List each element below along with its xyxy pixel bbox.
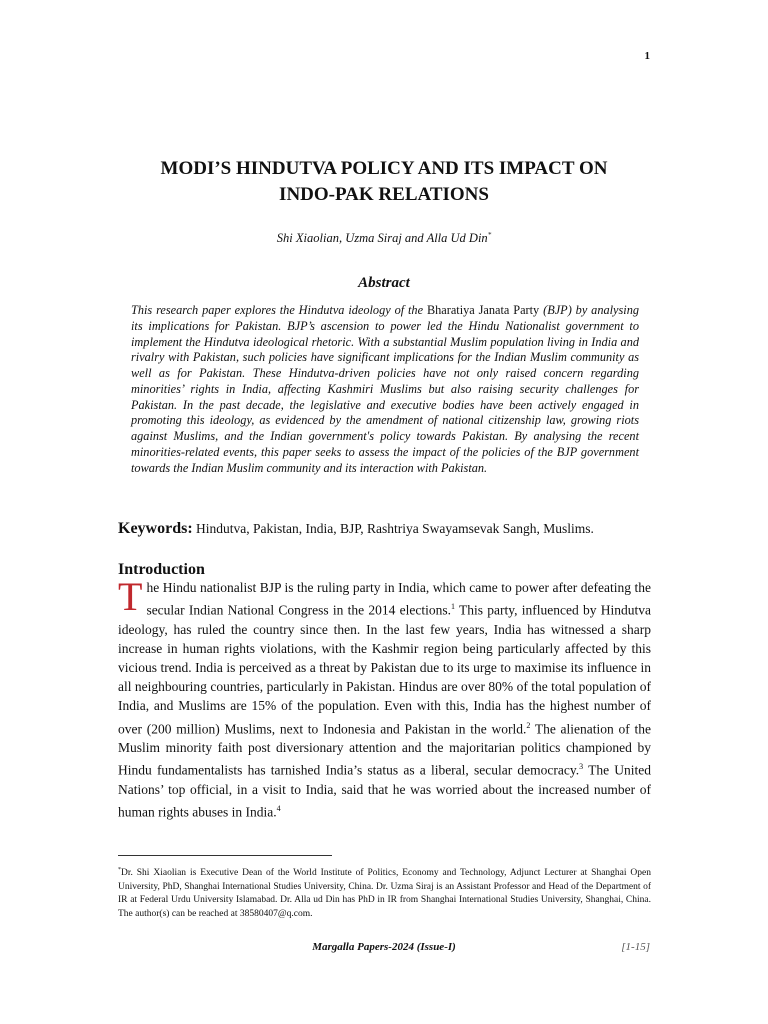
keywords-list: Hindutva, Pakistan, India, BJP, Rashtriya Swayamsevak Sangh, Muslims. <box>192 521 594 536</box>
abstract-part-1: This research paper explores the Hindutva ideology of the <box>131 303 427 317</box>
drop-cap: T <box>118 574 143 619</box>
keywords-label: Keywords: <box>118 520 193 537</box>
page-range: [1-15] <box>621 941 650 953</box>
intro-sentence-1: he Hindu nationalist BJP is the ruling party in India, which came to power after defeating the secular Indian National Congress in the 2014 elections. <box>146 580 651 618</box>
intro-sentence-4: The United Nations’ top official, in a visit to India, said that he was worried about the increased number of human rights abuses in India. <box>118 762 651 820</box>
page-number: 1 <box>644 50 650 62</box>
journal-footer: Margalla Papers-2024 (Issue-I) <box>312 941 456 953</box>
footnote-ref-2: 2 <box>526 720 531 730</box>
footnote-text: Dr. Shi Xiaolian is Executive Dean of the World Institute of Politics, Economy and Technology, Adjunct Lecturer at Shanghai Open University, PhD, Shanghai International Studies University, China. Dr. Uzma Siraj is an Assistant Professor and Head of the Department of IR at Federal Urdu University Islamabad. Dr. Alla ud Din has PhD in IR from Shanghai International Studies University, Shanghai, China. The author(s) can be reached at 38580407@q.com. <box>118 868 651 919</box>
intro-sentence-2: This party, influenced by Hindutva ideology, has ruled the country since then. In the last few years, India has witnessed a sharp increase in human rights violations, with the Kashmir region being particularly affected by this vicious trend. India is perceived as a threat by Pakistan due to its urge to maximise its influence in all neighbouring countries, particularly in Pakistan. Hindus are over 80% of the total population of India, and Muslims are 15% of the population. Even with this, India has the highest number of over (200 million) Muslims, next to Indonesia and Pakistan in the world. <box>118 602 651 737</box>
intro-sentence-3: The alienation of the Muslim minority faith post diversionary attention and the majoritarian politics championed by Hindu fundamentalists has tarnished India’s status as a liberal, secular democracy. <box>118 721 651 778</box>
author-list <box>100 231 668 246</box>
abstract-part-2: ( <box>539 303 548 317</box>
footnote-mark: * <box>118 867 121 873</box>
author-footnote <box>118 864 651 922</box>
footnote-divider <box>118 855 332 856</box>
abstract-bjp: BJP <box>547 303 568 317</box>
author-names: Shi Xiaolian, Uzma Siraj and Alla Ud Din <box>276 231 488 246</box>
footnote-ref-4: 4 <box>276 804 281 814</box>
title-line-2: INDO-PAK RELATIONS <box>279 184 489 205</box>
abstract-part-3: ) by analysing its implications for Pakistan. BJP’s ascension to power led the Hindu Nationalist government to implement the Hindutva ideological rhetoric. With a substantial Muslim population living in India and rivalry with Pakistan, such policies have significant implications for the Indian Muslim community as well as for Pakistan. These Hindutva-driven policies have not only raised concern regarding minorities’ rights in India, affecting Kashmiri Muslims but also raising security challenges for Pakistan. In the past decade, the legislative and executive bodies have been actively engaged in promoting this ideology, as evidenced by the amendment of national citizenship law, growing riots against Muslims, and the Indian government's policy towards Pakistan. By analysing the recent minorities-related events, this paper seeks to assess the impact of the policies of the BJP government towards the Indian Muslim community and its interaction with Pakistan. <box>131 303 639 475</box>
author-footnote-mark: * <box>487 231 492 239</box>
paper-title <box>100 156 668 208</box>
abstract-party-name: Bharatiya Janata Party <box>426 303 540 317</box>
abstract-text <box>131 303 639 476</box>
introduction-text <box>118 574 651 822</box>
introduction-heading: Introduction <box>118 561 205 578</box>
footnote-ref-3: 3 <box>579 762 584 772</box>
abstract-heading: Abstract <box>358 275 410 291</box>
title-line-1: MODI’S HINDUTVA POLICY AND ITS IMPACT ON <box>160 158 608 179</box>
footnote-ref-1: 1 <box>451 602 456 612</box>
keywords <box>118 520 658 538</box>
